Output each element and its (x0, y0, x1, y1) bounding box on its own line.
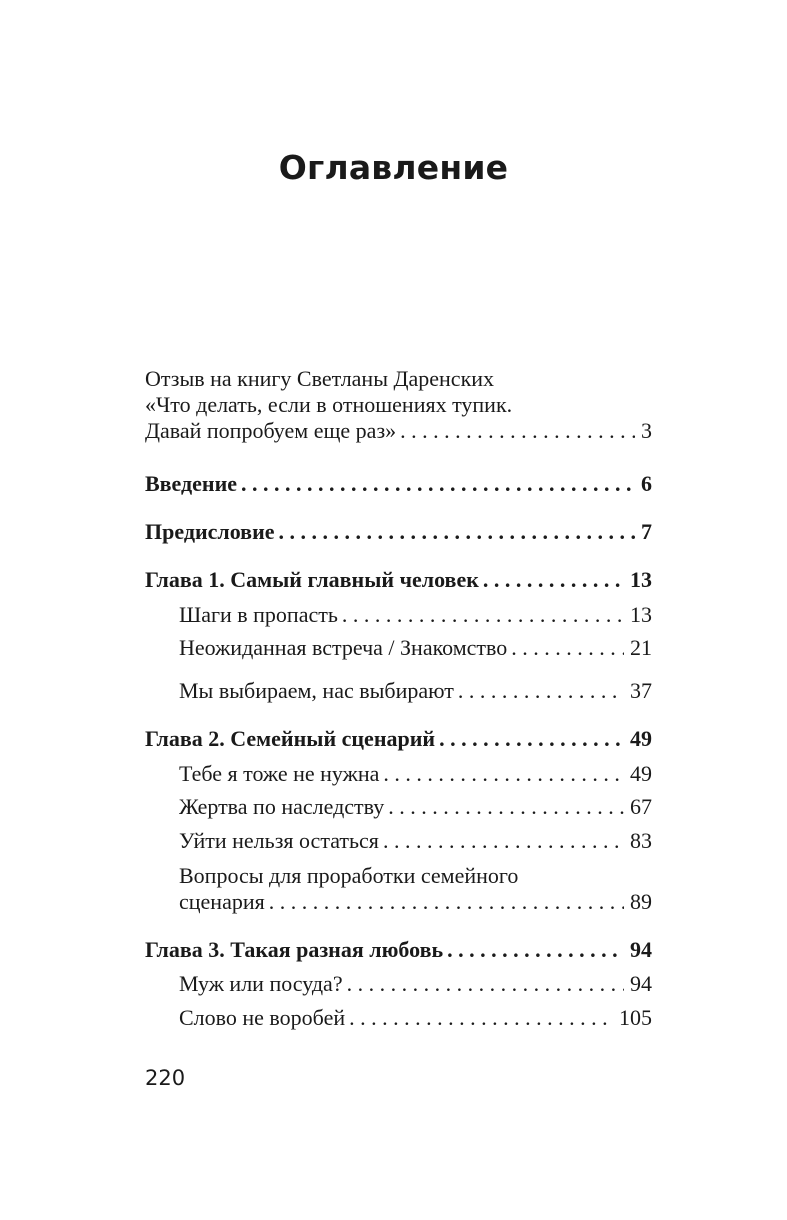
page-number: 220 (145, 1066, 186, 1090)
toc-chapter-title: Глава 2. Семейный сценарий (145, 726, 436, 751)
toc-page-number: 89 (630, 889, 652, 914)
toc-section[interactable] (179, 678, 652, 704)
toc-section-title: Муж или посуда? (179, 971, 343, 996)
toc-chapter-2[interactable] (145, 726, 652, 752)
dot-leader (439, 726, 624, 752)
toc-page-number: 13 (630, 602, 652, 627)
dot-leader (241, 471, 635, 497)
dot-leader (383, 828, 624, 854)
toc-section-multiline[interactable] (179, 863, 652, 915)
toc-section-title: Шаги в пропасть (179, 602, 338, 627)
toc-page-number: 49 (630, 726, 652, 751)
toc-section[interactable] (179, 635, 652, 661)
toc-section-title: Мы выбираем, нас выбирают (179, 678, 454, 703)
toc-section[interactable] (179, 1005, 652, 1031)
dot-leader (279, 519, 635, 545)
toc-page-number: 37 (630, 678, 652, 703)
dot-leader (383, 761, 624, 787)
toc-section-title: Неожиданная встреча / Знакомство (179, 635, 508, 660)
toc-section-title: Уйти нельзя остаться (179, 828, 379, 853)
toc-page-number: 7 (641, 519, 652, 544)
dot-leader (342, 602, 624, 628)
toc-page-number: 21 (630, 635, 652, 660)
toc-entry-line: Отзыв на книгу Светланы Даренских (145, 366, 495, 391)
toc-section[interactable] (179, 761, 652, 787)
toc-chapter-title: Глава 3. Такая разная любовь (145, 937, 444, 962)
dot-leader (511, 635, 624, 661)
toc-section[interactable] (179, 971, 652, 997)
dot-leader (458, 678, 624, 704)
toc-entry-preface[interactable] (145, 519, 652, 545)
toc-section-title: сценария (179, 889, 265, 914)
toc-entry-leader-line (145, 418, 652, 444)
toc-entry-title: Давай попробуем еще раз» (145, 418, 397, 443)
toc-section-title: Вопросы для проработки семейного (179, 863, 519, 888)
dot-leader (483, 567, 624, 593)
toc-chapter-3[interactable] (145, 937, 652, 963)
dot-leader (447, 937, 624, 963)
toc-page-number: 3 (641, 418, 652, 443)
toc-chapter-title: Глава 1. Самый главный человек (145, 567, 479, 592)
toc-page-number: 49 (630, 761, 652, 786)
toc-page-number: 105 (619, 1005, 652, 1030)
toc-section-title: Слово не воробей (179, 1005, 346, 1030)
dot-leader (349, 1005, 613, 1031)
dot-leader (347, 971, 624, 997)
toc-section-title: Жертва по наследству (179, 794, 385, 819)
toc-page-number: 13 (630, 567, 652, 592)
toc-section-title: Тебе я тоже не нужна (179, 761, 380, 786)
dot-leader (388, 794, 624, 820)
toc-chapter-1[interactable] (145, 567, 652, 593)
toc-page-number: 94 (630, 937, 652, 962)
toc-entry-title: Введение (145, 471, 238, 496)
toc-page-number: 6 (641, 471, 652, 496)
toc-section[interactable] (179, 602, 652, 628)
toc-entry-review[interactable] (145, 366, 652, 444)
dot-leader (269, 889, 624, 915)
toc-page-number: 67 (630, 794, 652, 819)
toc-page-number: 94 (630, 971, 652, 996)
toc-entry-line: «Что делать, если в отношениях тупик. (145, 392, 513, 417)
toc-section[interactable] (179, 828, 652, 854)
toc-entry-intro[interactable] (145, 471, 652, 497)
toc-page-number: 83 (630, 828, 652, 853)
toc-entry-leader-line (179, 889, 652, 915)
toc-entry-title: Предисловие (145, 519, 275, 544)
toc-section[interactable] (179, 794, 652, 820)
page-title: Оглавление (278, 148, 509, 187)
dot-leader (400, 418, 635, 444)
